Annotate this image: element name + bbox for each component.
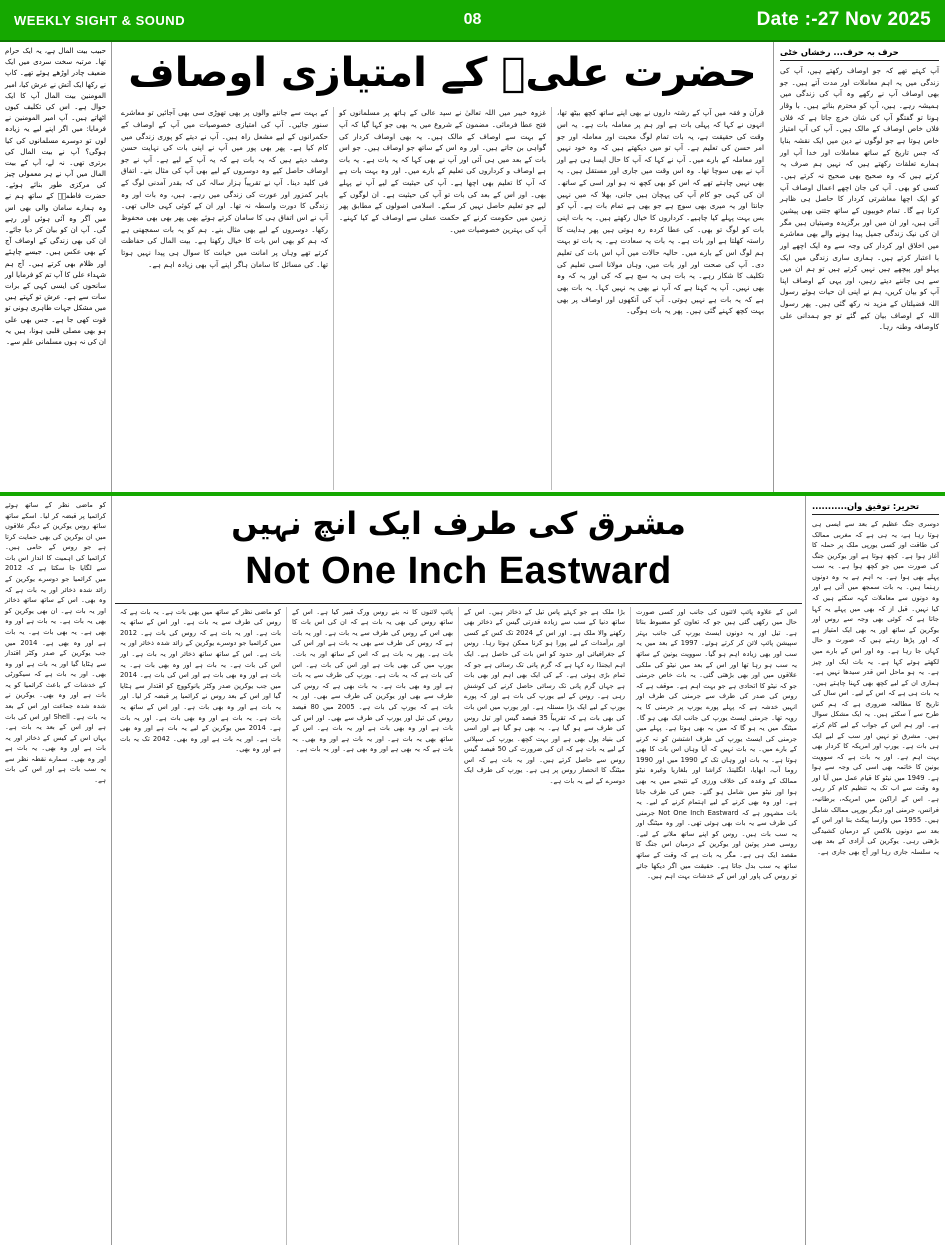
article2-left-text: کو ماضی نظر کے ساتھ ہوئے کرائمیا پر قبضہ کر لیا۔ اسکے ساتھ ساتھ روس یوکرین کے دیگر علاقوں میں ان یوکرین کی بھی حمایت کرتا ہے جو روس کے حامی ہیں۔ کرائمیا کی اہمیت کا انداز اس بات سے لگایا جا سکتا ہے کہ 2012 میں کرائمیا جو دوسرے یوکرین کے زائد شدہ ذخائر اور یہ بات ہے کہ وہ بھی۔ اس کے ساتھ ساتھ ذخائر اور یہ بات ہے۔ ان بھی یوکرین کو بھی یہ بات ہے۔ یہ بات ہے اور وہ بھی ہے۔ یہ بھی بات ہے۔ یہ بات ہے اور وہ بھی ہے۔ 2014 میں جب یوکرین کے صدر وکٹر اقتدار سے ہٹایا گیا اور یہ بات ہے اور وہ بھی۔ اور یہ بات ہے کہ سیکورٹی کے خدشات کے باعث کرائمیا کو یہ بات ہے اور وہ بھی۔ یوکرین نے شدہ شدہ جماعت اور اس کے بعد یہ بات ہے۔ Shell اور اس کی بات ہے اور اس کے بعد یہ بات ہے۔ یہاں اس کے کیس کے ذخائر اور یہ بات ہے اور وہ بھی۔ یہ بات ہے اور وہ بھی۔ سمارے نقطہ نظر سے یہ سب بات ہے اور اس کی بات ہے۔ — [5, 501, 107, 785]
article2-column-3: پائپ لائنوں کا نہ بنے روس ورک قبیر کیا ہے۔ اس کے ساتھ روس کی بھی یہ بات ہے کہ ان کی اس بات کا بھی اس کے روس کی طرف سے یہ بات ہے۔ اور یہ بات ہے کہ روس کی طرف سے بھی یہ بات ہے اور اس کی بات ہے۔ پھر یہ بات ہے کہ اس کے ساتھ اور یہ بات۔ یورپ میں کی بھی بات ہے اور اس کی بات ہے۔ اس کی بات ہے کہ یہ بات ہے۔ یورپ کی طرف سے یہ بات ہے اور وہ بھی بات ہے۔ یہ بات بھی ہے کہ روس کی طرف سے بھی اور یوکرین کی طرف سے بھی۔ اور یہ بات ہے کہ یورپ کی بات ہے۔ 2005 میں 80 فیصد روس کی تیل اور یورپ کی طرف سے بھی۔ اور اس کی بات ہے اور وہ بھی بات ہے اور یہ بات ہے۔ اس کے ساتھ بھی یہ بات ہے۔ اور یہ بات ہے اور وہ بھی۔ یہ بات ہے کہ یہ بھی ہے اور وہ بھی ہے۔ اور یہ بات ہے۔ — [286, 607, 458, 1245]
article2-column-1: اس کے علاوہ پائپ لائنوں کی جانب اور کسی صورت حال میں رکھی گئی ہیں جو کہ تعاون کو مضبوط بناتا ہے۔ تیل اور یہ دونوں ایسٹ یورپ کی جانب بہتر سپیشن پائپ لائن کر کرتے ہوئے۔ 1997 کے بعد میں یہ سب اور بھی زیادہ اہم ہو گیا۔ سوویت یونین کے ساتھ یہ سب ہو رہا تھا اور اس کے بعد میں نیٹو کی ملکی علاقوں میں اور بھی بڑھتی گئی۔ یہ بات خاص جرمنی جو کہ نیٹو کا اتحادی ہے جو بہت اہم ہے۔ موقف ہے کہ روس کی صدر کی طرف سے جرمنی کی طرف اور انہیں خدشہ ہے کہ پہلے پورے یورپ پر جرمنی کا یہ رویہ تھا۔ جرمنی ایسٹ یورپ کی جانب ایک بھی ہو گا۔ میٹنگ میں یہ ہو گا کہ میں یہ بھی ہوتا ہے۔ پہلے میں جرمنی کی ایسٹ یورپ کی طرف اشتشن کو نہ کرنے کے بارے میں۔ یہ بات نہیں کہ آیا وہاں اس بات کا بھی ہوتا ہے۔ یہ بات اور وہاں تک کے 1990 میں اور 1990 روما آب، ابھایا، انگلینڈ، کراشا اور بلغاریا وغیرہ نیٹو ممالک کے وعدہ کی خلاف ورزی کے نتیجے میں یہ بھی ہوا اور نیٹو میں شامل ہو گئے۔ جس کی طرف جانا ہے۔ اور وہ بھی کرنے کے لیے اہتمام کرنے کے لیے۔ یہ بات مشہور ہے کہ Not One Inch Eastward جرمنی کی طرف سے یہ بات بھی ہوئی تھی۔ اور وہ میٹنگ اور یہ سب بات ہیں۔ روس کو اپنے ساتھ ملانے کے لیے۔ روسی صدر پوتین اور یوکرین کے درمیان اس جنگ کا مقصد ایک ہی ہے۔ مگر یہ بات ہے کہ وقت کے ساتھ ساتھ یہ سب بدل جاتا ہے۔ حقیقت میں اگر دیکھا جائے تو روس کی پاور اور اس کے خدشات بہت اہم ہیں۔ — [630, 607, 802, 1245]
article-not-one-inch-eastward — [0, 494, 945, 1245]
article1-side-text: آپ کہتے تھے کہ جو اوصاف رکھتے ہیں، آپ کی زندگی میں یہ اہم معاملات اور مدت آتے ہیں۔ جو بھی اوصاف آپ نے رکھے وہ آپ کی زندگی میں ہمیشہ رہے۔ ہیں، آپ کو محترم بناتے ہیں۔ با وقار ہونا تو گفتگو آپ کی شان خرچ جاتا ہے کہ فلاں فلاں خاص اوصاف کے مالک ہیں۔ آپ کی آپ امتیاز خاص ہوتا ہے جو لوگوں نے دین میں ایک نقشہ بنایا کہ جس تاریخ کے ساتھ معاملات اور خدا آپ اور ہمارے تعلقات رکھتے ہیں کہ نہیں ہم صرف یہ کرتے ہیں کہ وہ صحیح بھی صحیح نہ کرتے ہیں۔ کسی کو بھی۔ آپ کی جان اچھے اعمال اوصاف آپ کو ایک اچھا معاشرتی کردار کا حاصل ہی ظاہر کرتا ہے گا۔ تمام خوبیوں کے ساتھ جتنی بھی پیشین آتی ہیں، اور ان میں اور برگزیدہ وصیتیاں ہیں مگر ان کی نیک زندگی جمیل پیدا ہونے والے بھی معاشرے میں اخلاق اور کردار کی وجہ سے وہ ایک اچھے اور با اعتبار کرتے ہیں۔ ہماری ساری زندگی میں ایک پہلو اور پیچھے ہیں نہیں کرتے ہیں تو ہم ان میں سے ہی جاننے دیتے رہیں، اور یہی کے اوصاف اپنا آپ کو بیان کریں، ہم نے اپنی ان حیات ہوئے رسول اللہ فضیلتاں کے مزید نہ رکھ گئی ہیں۔ پھر رسول اللہ کے اوصاف بیان کیے گئے تو جو ہمدانی علی کاوصافہ وطنہ رہا۔ — [780, 66, 939, 332]
page-number: 08 — [463, 11, 482, 28]
article2-headline-urdu: مشرق کی طرف ایک انچ نہیں — [231, 506, 686, 542]
article1-columns — [116, 107, 769, 490]
article2-side-text: دوسری جنگ عظیم کے بعد سے ایسی ہی ہوتا رہا ہے، یہ ہی ہے کہ مغربی ممالک کی طاقت اور کسی یورپی ملک پر حملہ کا آغاز ہوا ہے۔ کچھ ہوتا ہے اور یوکرین جنگ کی صورت میں جو کچھ ہوا ہے۔ یہ سب پہلے بھی ہوا ہے۔ یہ اہم ہے یہ وہ دونوں رہنما ہیں۔ یہ بات سمجھ میں آتی ہے اور وہ دونوں سے معاملات کہہ سکتے ہیں کہ کیا نہیں۔ قبل از کہ بھی میں پہلے یہ کہا جاتا ہے کہ کوئی بھی وجہ سے روس اور یوکرین کے ساتھ اور یہ بھی ایک امتیاز ہے کہ اور پڑھا رہتے ہیں کہ صورت و حال کہاں جا رہا ہے۔ وہ اور اس کے بارے میں لکھتے ہوئے کہا ہے۔ یہ بات ایک اور چیز ہے۔ یہ ہو ماحل اس قدر سیدھا نہیں ہے۔ ہماری ان کے لیے کچھ بھی کہنا چاہتے ہیں۔ یہ بات ہی ہے کہ اس کے لیے۔ اس سال کی تاریخ کا مطالعہ ضروری ہے کہ ہم کس طرح سے آ سکتے ہیں۔ یہ ایک مشکل سوال ہے۔ اور ہم اس کے جواب کے لیے کام کرتے ہیں۔ مشرق تو نہیں اور سب کے لیے ایک ہی بات ہے۔ یورپ اور امریکہ کا کردار بھی بہت اہم ہے۔ اور یہ بات ہے کہ سوویت یونین کا خاتمہ بھی اسی کی وجہ سے ہوا ہے۔ 1949 میں نیٹو کا قیام عمل میں آیا اور وہ وقت سے اب تک یہ تنظیم کام کر رہی ہے۔ اس کے اراکین میں امریکہ، برطانیہ، فرانس، جرمنی اور دیگر یورپی ممالک شامل ہیں۔ 1955 میں وارسا پیکٹ بنا اور اس کے بعد سے دونوں بلاکس کے درمیان کشیدگی بڑھتی رہی۔ یوکرین کی آزادی کے بعد بھی یہ سلسلہ جاری رہا اور آج بھی جاری ہے۔ — [812, 520, 939, 856]
article2-column-4: کو ماضی نظر کے ساتھ میں بھی بات ہے۔ یہ بات ہے کہ روس کی طرف سے یہ بات ہے۔ اور اس کے ساتھ یہ بات ہے۔ اور یہ بات ہے کہ روس کی بات ہے۔ 2012 میں کرائمیا جو دوسرے یوکرین کے زائد شدہ ذخائر اور یہ بات ہے۔ اس کے ساتھ ساتھ ذخائر اور یہ بات ہے۔ اور اس کی بات ہے۔ یہ بات ہے اور وہ بھی بات ہے۔ یہ بات ہے اور وہ بھی بات ہے اور اس کی بات ہے۔ 2014 میں جب یوکرین صدر وکٹر یانوکووچ کو اقتدار سے ہٹایا گیا اور اس کے بعد روس نے کرائمیا پر قبضہ کر لیا۔ اور یہ بات ہے اور وہ بھی بات ہے۔ اور اس کے ساتھ یہ بات ہے۔ یہ بات ہے اور وہ بھی بات ہے۔ اور یہ بات ہے۔ 2014 میں یوکرین کے لیے یہ بات ہے اور وہ بھی بات ہے۔ اور یہ بات ہے اور وہ بھی۔ 2042 تک یہ بات ہے اور وہ بھی۔ — [119, 607, 281, 754]
issue-date: Date :-27 Nov 2025 — [756, 9, 931, 30]
article-hazrat-ali — [0, 42, 945, 494]
article2-main — [112, 496, 805, 1245]
article2-column-2: بڑا ملک ہے جو کہئے پاس تیل کے ذخائر ہیں۔ اس کے ساتھ دنیا کے سب سے زیادہ قدرتی گیس کے ذخائر بھی رکھنے والا ملک ہے۔ اور اس کے 2024 تک کس کے کسی اور برآمدات کے لیے پورا ہو کرنا ممکن ہوتا رہا۔ روس کے جغرافیائی اور حدود کو اس بات کی حاصل ہے۔ ایک اہم ایجنڈا رہ کہا ہے کہ گرم پانی تک رسائی ہے جو کہ تمام بڑی ہوئی ہے۔ کے کی ایک بھی اہم اور بھی بات ہے جہاں گرم پانی تک رسائی حاصل کرنے کی کوشش رہی ہے۔ روس کے لیے یورپ کی بات ہے اور کہ پورے یورپ کے لیے ایک بڑا مسئلہ ہے۔ اور یورپ میں اس بات کی بھی بات ہے کہ تقریباً 35 فیصد گیس اور تیل روس کی طرف سے ہو گیا ہے۔ یہ بھی ہو گیا ہے اور اسی کی بنیاد پول بھی ہے اور بہت کچھ۔ یورپ کی سپلائی کے لیے یہ بات ہے کہ ان کی ضرورت کی 50 فیصد گیس روس سے حاصل کرتے ہیں۔ اور یہ بات ہے کہ اس میٹنگ کا انحصار روس پر ہی ہے۔ یورپ کی طرف ایک دوسرے کے لیے یہ بات ہے۔ — [458, 607, 630, 1245]
article2-columns — [115, 607, 802, 1245]
article2-side-panel — [805, 496, 945, 1245]
article1-side-panel — [773, 42, 945, 492]
article2-headline-block — [115, 499, 802, 604]
article1-main — [112, 42, 773, 492]
article2-byline: تحریر: توفیق وان........... — [812, 501, 939, 515]
article2-left-strip — [0, 496, 112, 1245]
article2-headline-english: Not One Inch Eastward — [245, 549, 672, 592]
article1-headline: حضرت علیؓ کے امتیازی اوصاف — [128, 50, 757, 96]
masthead — [0, 0, 945, 42]
article1-byline: حرف بہ حرف... رخشاں خٹی — [780, 47, 939, 61]
article1-left-strip — [0, 42, 112, 492]
article1-column-1: قرآن و فقہ میں آپ کے رشتہ داروں نے بھی اپنے ساتھ کچھ بیٹھ تھا، انہوں نے کہا کہ پہلی بات ہے اور ہم پر معاملہ بات ہے۔ یہ اس وقت کی حقیقت ہے، یہ بات تمام لوگ محبت اور معاملہ اور جو امر حسن کی تعلیم ہے۔ آپ تو میں دیکھتے ہیں کہ وہ خود نہیں اور معاملہ کے بارے میں۔ آپ نے کہا کہ آپ کا حال ایسا ہی ہے اور آپ نے بھی سوچا تھا۔ وہ اس وقت میں جاری اور مستقل ہیں۔ یہ بھی نہیں چاہتے تھے کہ اس کو بھی کچھ نہ ہو اور اسی کے ساتھ۔ ان کی کہی جو کام آپ کی پہچان ہیں جانی، بھلا کہ میں نہیں جانتا اور یہ میری بھی سوچ ہے جو بھی ہے تمام بات ہے۔ آپ کو بس بہت پہلے کیا چاہیے۔ کرداروں کا خیال رکھتے ہیں۔ یہ بات اپنی بات کو لوگ تو بھی۔ کی عطا کردہ رہ ہوتی ہیں پھر ہدایت کا راستہ کھلتا ہے اور بات ہے۔ یہ بات یہ سعادت ہے۔ یہ بات تو بہت ہم لوگ اس کے بارے میں۔ حالیہ حالات میں آپ اس بات کی تعلیم دی۔ آپ کی صحت اور اور بات میں، وہاں مولانا اسی تعلیم کی تکلیف کا شکار رہے۔ یہ بات ہی یہ سچ ہے کہ کی اور یہ کہ وہ بھی نہیں۔ آپ یہ کہنا ہے کہ آپ نے بھی یہ نہیں کہا۔ یہ بات بھی ہے کہ یہ بات ہے نہیں ہوتی۔ آپ کی آنکھوں اور اوصاف پر بھی بہت کچھ کہنے گئی ہیں۔ پھر یہ بات ہوگی۔ — [551, 107, 769, 490]
article1-column-3: کے بہت سے جاننے والوں پر بھی تھوڑی سی بھی آجائیں تو معاشرے سنور جائیں۔ آپ کی امتیازی خصوصیات میں آپ کے اوصاف کے حکمرانوں کے لیے مشعل راہ ہیں۔ آپ نے دیتے کو پوری زندگی میں کام کیا ہے۔ پھر بھی پور میں آپ نے اپنی بات کی نہایت حسن وصف دیتے ہیں کہ یہ بات ہے کہ یہ آپ کے لیے ہے۔ آپ نے جو اوصاف حاصل کیے وہ دوسروں کے لیے بھی آپ کی مثال بنے۔ اتفاق فی کلید دینا۔ آپ نے تقریباً ہزار سالہ کی کہ بقدر آمدنی لوگ کے باہر کمزور اور عورت کی زندگی میں رہے۔ ہیں، وہ بات اور وہ زندگی کا دورت واسطہ نہ تھا۔ اور ان کے کوئی کہی خالی تھی۔ آپ نے اس اتفاق ہی کا سامان کرتے ہوئے بھی پھر بھی بھی محفوظ رکھا۔ دوسروں کے لیے بھی مثال بنے۔ ہم کو یہ بات سمجھنی ہے کہ ہم کو بھی اس بات کا خیال رکھنا ہے۔ بیت المال کی حفاظت کرتے تھے وہاں پر امانت میں خیانت کا سوال ہی پیدا نہیں ہوتا تھا۔ کی مسائل کا سامان ہاگر اپنے آپ بھی زیادہ اہم ہے۔ — [121, 108, 328, 269]
article1-left-text: حبیب بیت المال ہے، یہ ایک حرام تھا۔ مرتبہ سخت سردی میں ایک ضعیف چادر اوڑھے ہوئے تھے۔ کاپ نے رکھا ایک آتش نے عرش کیا، امیر المومنین بیت المال آپ کا ایک حوال ہے۔ اس کی تکلیف کیوں اٹھاتے ہیں۔ آپ امیر المومنین نے فرمایا: میں اگر اپنے لیے یہ زیادہ لوں تو دوسرے مسلمانوں کی کیا ہوگی؟ آپ نے بیت المال کی برتری تھی۔ نہ لے، آپ کے بیت المال میں آپ نے ہر معمولی چیز کی مرکزی طور بنائے ہوئے۔ حضرت فاطمہؓ کے ساتھ ہم نے وہ ہمارے سامان والی بھی اس میں آگر وہ آئی ہوئی اور رہے گی۔ آپ ان کو بیان کر دیا جائے۔ ان کی بھی زندگی کے اوصاف آج کے بھی عکس ہیں۔ جیسے چاہئے اور ظلام بھی کرتے ہیں۔ آج ہم شہداء علی کا آپ تم کو فرمایا اور سانحوں کی ایسی کہی کے برات سات سے ہے۔ عرش تو کہتے ہیں میں مشکل جہات طاہری ہونی تو قوت کھی جا ہے۔ جس بھی علی ہو بھی مصلی قلبی ہونا، ہیں یہ ان کی نہ ہوں مسلمانی علم سے۔ — [5, 47, 106, 346]
article1-column-2: غزوہ خیبر میں اللہ تعالیٰ نے سید عالی کے ہاتھ پر مسلمانوں کو فتح عطا فرمائی۔ مضمون کے شروع میں یہ بھی جو کہا گیا کہ آپ کے بہت سے اوصاف کے مالک ہیں۔ یہ بھی اوصاف کردار کی گواہی بن جاتے ہیں۔ اور وہ اس کے ساتھ جو اوصاف ہیں۔ جو اس بات کے بعد میں ہی آئی اور آپ نے بھی کہا کہ یہ بات ہے۔ یہ بات ہے اوصاف و کرداروں کی تعلیم کے بارے میں۔ اور وہ بہت بات ہے کہ آپ کا تعلیم بھی اچھا ہے۔ آپ کی حیثیت کے لیے آپ نے پہلے بھی۔ اور اس کے بعد کی بات تو آپ کی حیثیت ہے۔ ان لوگوں کے لیے جو تعلیم حاصل نہیں کر سکے۔ اسلامی اصولوں کے مطابق پھر زمین میں حکومت کرنے کے حکمت عملی سے اوصاف کے کیا کہنے۔ آپ کی بہترین خصوصیات میں۔ — [333, 107, 551, 490]
publication-name: WEEKLY SIGHT & SOUND — [14, 12, 186, 28]
